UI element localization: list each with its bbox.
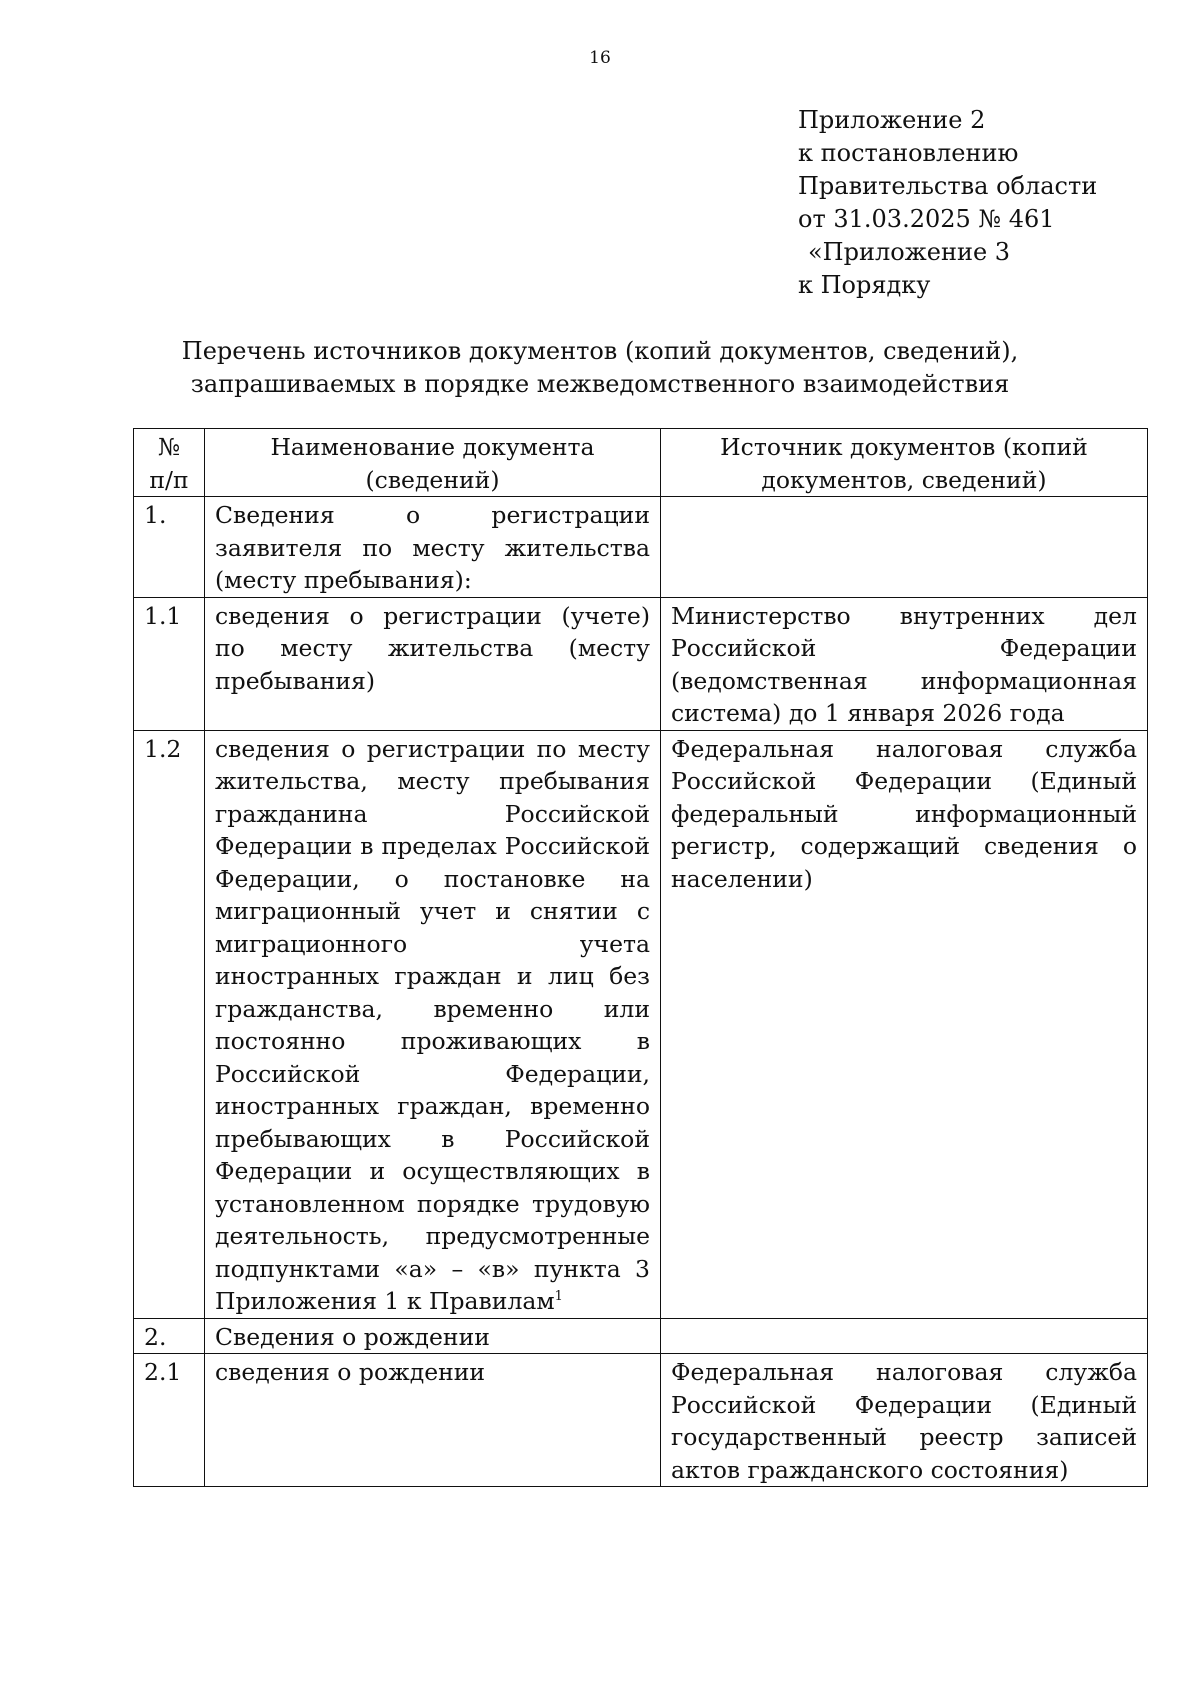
row-number: 2.1 <box>134 1354 205 1487</box>
document-title <box>0 335 1200 401</box>
appendix-line-4: от 31.03.2025 № 461 <box>798 205 1055 233</box>
row-number: 1.2 <box>134 730 205 1318</box>
row-number: 1. <box>134 497 205 598</box>
table-row <box>134 497 1148 598</box>
appendix-line-2: к постановлению <box>798 139 1019 167</box>
table-row <box>134 1318 1148 1354</box>
row-source <box>661 497 1148 598</box>
appendix-line-6: к Порядку <box>798 271 931 299</box>
table-row <box>134 730 1148 1318</box>
row-document-name: сведения о рождении <box>205 1354 661 1487</box>
sources-table <box>133 428 1148 1487</box>
header-number: № п/п <box>134 429 205 497</box>
row-document-name: сведения о регистрации (учете) по месту жительства (месту пребывания) <box>205 597 661 730</box>
row-document-name: Сведения о регистрации заявителя по месту жительства (месту пребывания): <box>205 497 661 598</box>
document-title-line-1: Перечень источников документов (копий документов, сведений), <box>181 337 1019 365</box>
page-number: 16 <box>589 48 611 68</box>
appendix-line-1: Приложение 2 <box>798 106 986 134</box>
appendix-line-5: «Приложение 3 <box>808 238 1011 266</box>
table-row <box>134 597 1148 730</box>
row-number: 2. <box>134 1318 205 1354</box>
table-row <box>134 1354 1148 1487</box>
row-document-name <box>205 730 661 1318</box>
row-source <box>661 1318 1148 1354</box>
header-source: Источник документов (копий документов, сведений) <box>661 429 1148 497</box>
row-document-name: Сведения о рождении <box>205 1318 661 1354</box>
row-source: Федеральная налоговая служба Российской Федерации (Единый федеральный информационный регистр, содержащий сведения о населении) <box>661 730 1148 1318</box>
row-source: Министерство внутренних дел Российской Федерации (ведомственная информационная система) до 1 января 2026 года <box>661 597 1148 730</box>
header-document-name: Наименование документа (сведений) <box>205 429 661 497</box>
row-document-name-text: сведения о регистрации по месту жительства, месту пребывания гражданина Российской Федерации в пределах Российской Федерации, о постановке на миграционный учет и снятии с миграционного учета иностранных граждан и лиц без гражданства, временно или постоянно проживающих в Российской Федерации, иностранных граждан, временно пребывающих в Российской Федерации и осуществляющих в установленном порядке трудовую деятельность, предусмотренные подпунктами «а» – «в» пункта 3 Приложения 1 к Правилам <box>215 734 650 1315</box>
table-header-row <box>134 429 1148 497</box>
footnote-marker: 1 <box>554 1289 563 1305</box>
row-source: Федеральная налоговая служба Российской Федерации (Единый государственный реестр записей актов гражданского состояния) <box>661 1354 1148 1487</box>
row-number: 1.1 <box>134 597 205 730</box>
appendix-header <box>798 104 1097 302</box>
document-title-line-2: запрашиваемых в порядке межведомственного взаимодействия <box>190 370 1010 398</box>
appendix-line-3: Правительства области <box>798 172 1098 200</box>
